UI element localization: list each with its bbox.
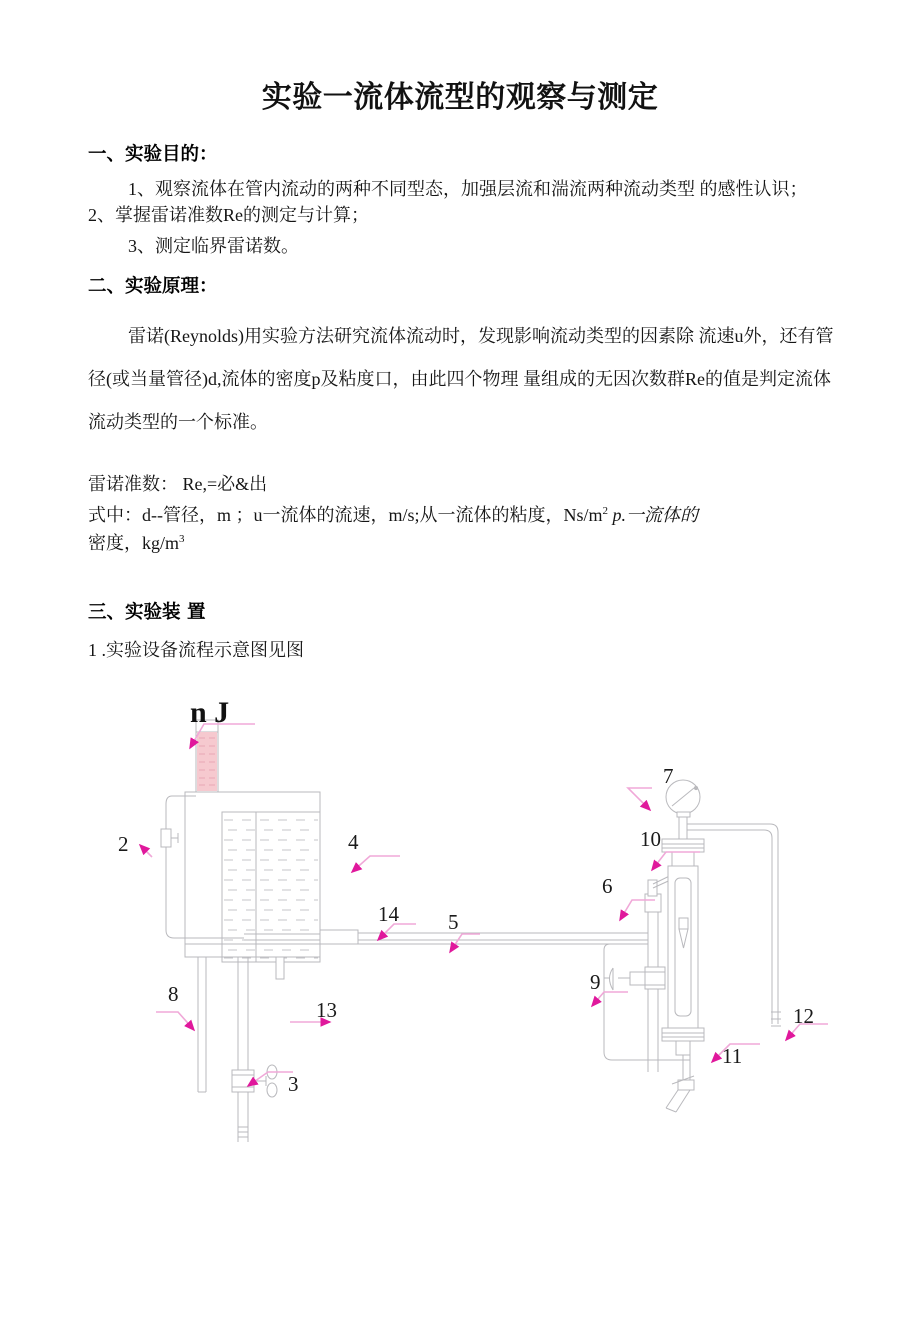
callout-label-5: 5	[448, 910, 459, 934]
apparatus-linework	[161, 720, 781, 1142]
section-heading-1: 一、实验目的：	[88, 144, 218, 165]
nomenclature-middle: p.一流体的	[608, 505, 699, 525]
callout-label-2: 2	[118, 832, 129, 856]
section-heading-3: 三、实验装 置	[88, 602, 206, 623]
callout-label-3: 3	[288, 1072, 299, 1096]
callout-label-8: 8	[168, 982, 179, 1006]
nomenclature-prefix: 式中：d--管径，m ；u一流体的流速，m/s;从一流体的粘度，Ns/m	[88, 505, 603, 525]
nomenclature-exponent-2: 2	[602, 505, 609, 517]
callout-label-9: 9	[590, 970, 601, 994]
section-heading-2: 二、实验原理：	[88, 276, 218, 297]
page-title: 实验一流体流型的观察与测定	[261, 80, 659, 115]
callout-label-14: 14	[378, 902, 399, 926]
section-2-paragraph-1: 雷诺(Reynolds)用实验方法研究流体流动时，发现影响流动类型的因素除 流速u外，还有管径(或当量管径)d,流体的密度p及粘度口，由此四个物理 量组成的无因次数群Re的值是判定流体流动类型的一个标准。	[88, 326, 834, 433]
callout-label-4: 4	[348, 830, 359, 854]
nomenclature-tail: 密度，kg/m	[88, 532, 180, 553]
callout-leader-lines	[140, 724, 828, 1086]
callout-label-6: 6	[602, 874, 613, 898]
section-3-paragraph-1: 1 .实验设备流程示意图见图	[88, 640, 304, 660]
nomenclature-exponent-3: 3	[179, 532, 185, 545]
nomenclature-line	[88, 502, 848, 558]
figure-top-label: n J	[190, 696, 230, 729]
apparatus-flow-diagram	[0, 672, 920, 1172]
reynolds-formula-line: 雷诺准数： Re,=必&出	[88, 474, 268, 494]
callout-label-10: 10	[640, 827, 661, 851]
section-1-paragraph-1: 1、观察流体在管内流动的两种不同型态，加强层流和湍流两种流动类型 的感性认识；2、掌握雷诺准数Re的测定与计算；	[88, 179, 808, 225]
callout-label-13: 13	[316, 998, 337, 1022]
callout-label-12: 12	[793, 1004, 814, 1028]
callout-label-11: 11	[722, 1044, 743, 1068]
callout-label-7: 7	[663, 764, 674, 788]
section-1-paragraph-2: 3、测定临界雷诺数。	[128, 236, 299, 256]
apparatus-svg	[0, 672, 920, 1172]
